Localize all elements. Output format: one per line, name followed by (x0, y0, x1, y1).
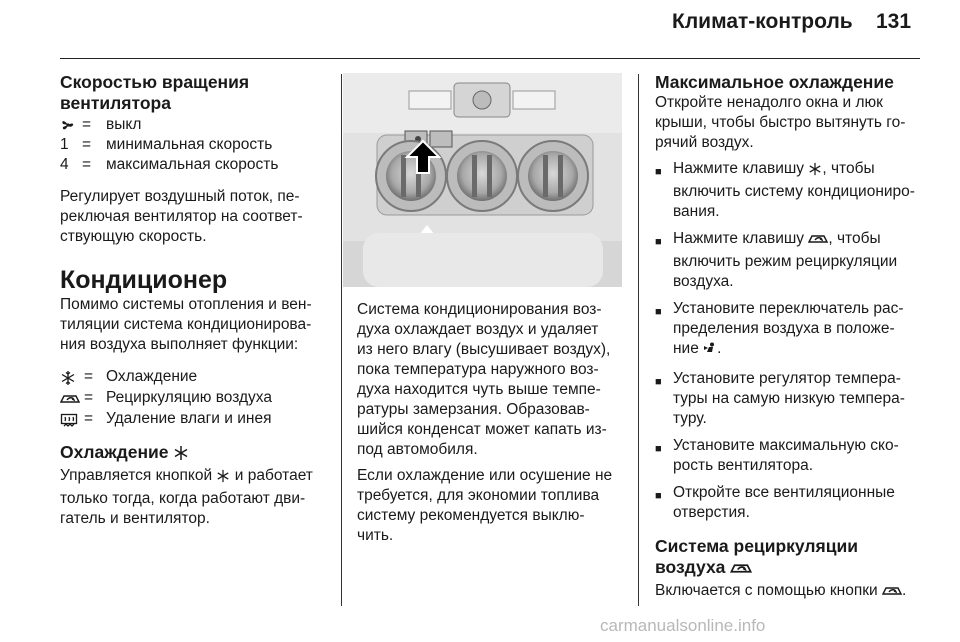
ac-legend (60, 367, 332, 430)
recirculation-body: Включается с помощью кнопки . (655, 581, 927, 604)
legend-row: 4 = максимальная скорость (60, 156, 279, 173)
right-column (655, 72, 927, 604)
recirculation-icon (808, 232, 828, 252)
column-divider (341, 74, 342, 606)
ac-description: Система кондиционирования воз- духа охлаждает воздух и удаляет из него влагу (высушивает воздух), пока температура наружного воз- духа находится чуть выше темпе- ратуры замерзания. Образовав- шийся конденсат может капать из- под автомобиля. (357, 301, 611, 458)
list-item: ■ Нажмите клавишу , чтобы включить систему кондициониро- вания. (655, 160, 915, 220)
middle-column (357, 300, 627, 546)
header-divider (60, 58, 920, 59)
snowflake-icon (216, 469, 230, 489)
max-cooling-intro: Откройте ненадолго окна и люк крыши, чтобы быстро вытянуть го- рячий воздух. (655, 94, 906, 151)
list-item: ■ Установите максимальную ско- рость вентилятора. (655, 437, 899, 474)
list-item: ■ Откройте все вентиляционные отверстия. (655, 484, 895, 521)
cooling-heading: Охлаждение (60, 442, 332, 466)
ac-body: Помимо системы отопления и вен- тиляции система кондиционирова- ния воздуха выполняет функции: (60, 296, 312, 353)
snowflake-icon (173, 445, 189, 466)
recirculation-icon (882, 584, 902, 604)
ac-economy-note: Если охлаждение или осушение не требуется, для экономии топлива систему рекомендуется выклю- чить. (357, 467, 613, 544)
page-header-title: Климат-контроль (672, 10, 853, 33)
recirculation-heading: Система рециркуляции воздуха (655, 536, 927, 581)
legend-row: = Охлаждение (60, 367, 332, 388)
fan-speed-legend (60, 115, 332, 175)
air-distribution-icon (703, 342, 717, 362)
watermark: carmanualsonline.info (600, 616, 766, 635)
fan-off-icon (60, 115, 82, 135)
left-column (60, 72, 332, 529)
list-item: ■ Нажмите клавишу , чтобы включить режим рециркуляции воздуха. (655, 230, 898, 290)
legend-row: = Рециркуляцию воздуха (60, 388, 332, 409)
legend-row: = выкл (60, 115, 332, 135)
fan-speed-body: Регулирует воздушный поток, пе- реключая вентилятор на соответ- ствующую скорость. (60, 188, 303, 245)
column-divider (638, 74, 639, 606)
list-item: ■ Установите регулятор темпера- туры на самую низкую темпера- туру. (655, 370, 905, 427)
list-item: ■ Установите переключатель рас- пределения воздуха в положе- ние . (655, 299, 927, 362)
max-cooling-steps (655, 159, 927, 523)
cooling-body: Управляется кнопкой и работает только тогда, когда работают дви- гатель и вентилятор. (60, 467, 313, 527)
legend-row: 1 = минимальная скорость (60, 136, 273, 153)
ac-heading: Кондиционер (60, 266, 228, 294)
page-number: 131 (876, 10, 912, 33)
recirculation-icon (730, 560, 752, 581)
snowflake-icon (808, 162, 822, 182)
max-cooling-heading: Максимальное охлаждение (655, 72, 894, 92)
legend-row: = Удаление влаги и инея (60, 409, 332, 430)
fan-speed-heading: Скоростью вращения вентилятора (60, 72, 250, 113)
climate-panel-photo (343, 73, 622, 287)
